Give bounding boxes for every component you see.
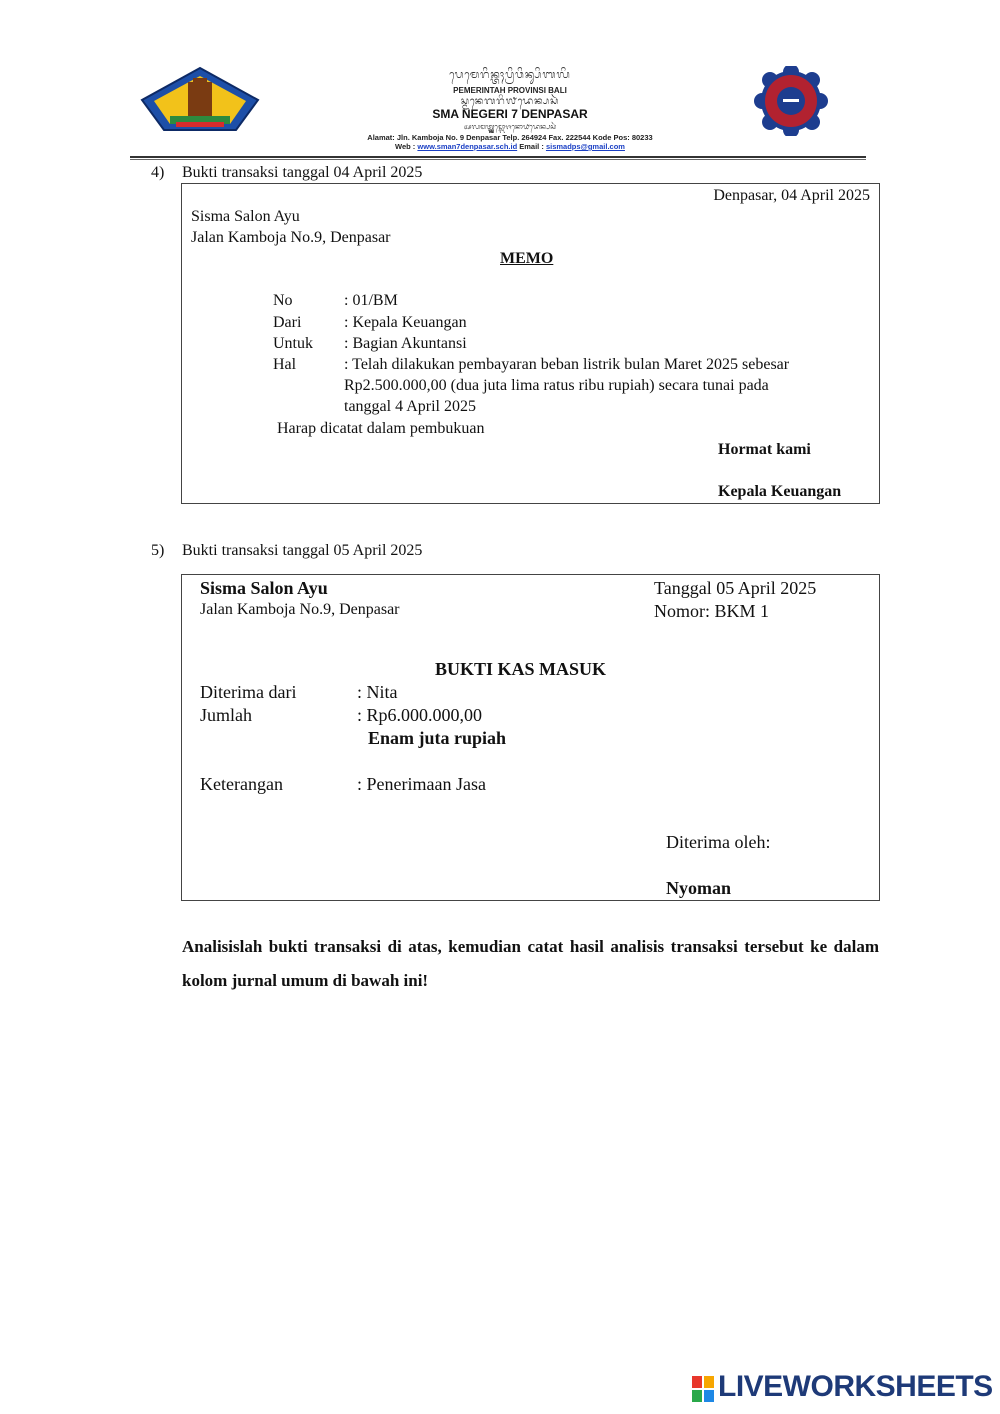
icon-square-orange xyxy=(704,1376,714,1388)
receipt-company: Sisma Salon Ayu xyxy=(200,578,328,598)
receipt-date: Tanggal 05 April 2025 xyxy=(654,578,817,598)
description-label: Keterangan xyxy=(200,774,283,794)
province-emblem-logo xyxy=(140,66,260,132)
liveworksheets-icon xyxy=(692,1376,714,1402)
memo-closing: Hormat kami xyxy=(718,441,811,458)
web-label: Web : xyxy=(395,142,418,151)
received-from-label: Diterima dari xyxy=(200,682,297,702)
memo-value-hal: : Telah dilakukan pembayaran beban listrik bulan Maret 2025 sebesar xyxy=(344,356,790,373)
letterhead-script-line-2: ᬲ᭄ᬫᬦᬾᬕᬭᬶ᭗ᬤᬾᬦ᭄ᬧᬲᬃ xyxy=(460,96,560,107)
description-value: : Penerimaan Jasa xyxy=(357,774,486,794)
letterhead-script-line-1: ᬧᬾᬫᬾᬭᬶᬦ᭄ᬢᬄᬧ᭄ᬭᬶᬯᬶᬦ᭄ᬲᬶᬩᬮᬶ xyxy=(449,68,571,81)
icon-square-blue xyxy=(704,1390,714,1402)
memo-signatory: Kepala Keuangan xyxy=(718,483,842,500)
email-label: Email : xyxy=(517,142,546,151)
memo-value-no: : 01/BM xyxy=(344,292,398,309)
section-5-title: Bukti transaksi tanggal 05 April 2025 xyxy=(182,542,423,559)
amount-words: Enam juta rupiah xyxy=(368,728,507,748)
section-5-number: 5) xyxy=(151,542,165,559)
memo-company: Sisma Salon Ayu xyxy=(191,208,300,225)
memo-box xyxy=(181,183,880,504)
letterhead-address-script: ᬅᬮᬫᬢ᭄ᬚ᭄ᬮ᭄ᬓᬫ᭄ᬩᭀᬚᬦᭀ᭙ᬤᬾᬦ᭄ᬧᬲᬃ xyxy=(463,124,557,131)
memo-note: Harap dicatat dalam pembukuan xyxy=(277,420,485,437)
memo-label-no: No xyxy=(273,292,293,309)
letterhead-divider-thin xyxy=(130,159,866,160)
memo-value-untuk: : Bagian Akuntansi xyxy=(344,335,467,352)
memo-label-hal: Hal xyxy=(273,356,297,373)
receipt-number: Nomor: BKM 1 xyxy=(654,601,770,621)
receipt-box xyxy=(181,574,880,901)
letterhead-government: PEMERINTAH PROVINSI BALI xyxy=(453,86,567,95)
amount-label: Jumlah xyxy=(200,705,252,725)
memo-value-dari: : Kepala Keuangan xyxy=(344,314,467,331)
section-4-number: 4) xyxy=(151,164,165,181)
instruction-text: Analisislah bukti transaksi di atas, kemudian catat hasil analisis transaksi tersebut ke dalam kolom jurnal umum di bawah ini! xyxy=(182,937,879,990)
school-emblem-logo xyxy=(748,66,834,136)
received-by-label: Diterima oleh: xyxy=(666,832,771,852)
memo-hal-line-2: Rp2.500.000,00 (dua juta lima ratus ribu rupiah) secara tunai pada xyxy=(344,377,769,394)
memo-place-date: Denpasar, 04 April 2025 xyxy=(713,187,870,204)
receipt-address: Jalan Kamboja No.9, Denpasar xyxy=(200,601,400,618)
letterhead-school-name: SMA NEGERI 7 DENPASAR xyxy=(432,107,588,121)
memo-label-dari: Dari xyxy=(273,314,302,331)
receipt-heading: BUKTI KAS MASUK xyxy=(435,659,607,679)
email-link[interactable]: sismadps@gmail.com xyxy=(545,142,625,151)
memo-hal-line-3: tanggal 4 April 2025 xyxy=(344,398,476,415)
received-from-value: : Nita xyxy=(357,682,398,702)
letterhead-divider xyxy=(130,156,866,158)
memo-address: Jalan Kamboja No.9, Denpasar xyxy=(191,229,391,246)
memo-heading: MEMO xyxy=(500,250,554,267)
letterhead-address: Alamat: Jln. Kamboja No. 9 Denpasar Telp. 264924 Fax. 222544 Kode Pos: 80233 xyxy=(367,133,653,142)
memo-label-untuk: Untuk xyxy=(273,335,313,352)
section-4-title: Bukti transaksi tanggal 04 April 2025 xyxy=(182,164,423,181)
letterhead-contact xyxy=(270,142,750,151)
web-link[interactable]: www.sman7denpasar.sch.id xyxy=(417,142,518,151)
received-by-name: Nyoman xyxy=(666,878,732,898)
amount-value: : Rp6.000.000,00 xyxy=(357,705,483,725)
icon-square-green xyxy=(692,1390,702,1402)
icon-square-red xyxy=(692,1376,702,1388)
liveworksheets-brand[interactable]: LIVEWORKSHEETS xyxy=(718,1370,993,1403)
